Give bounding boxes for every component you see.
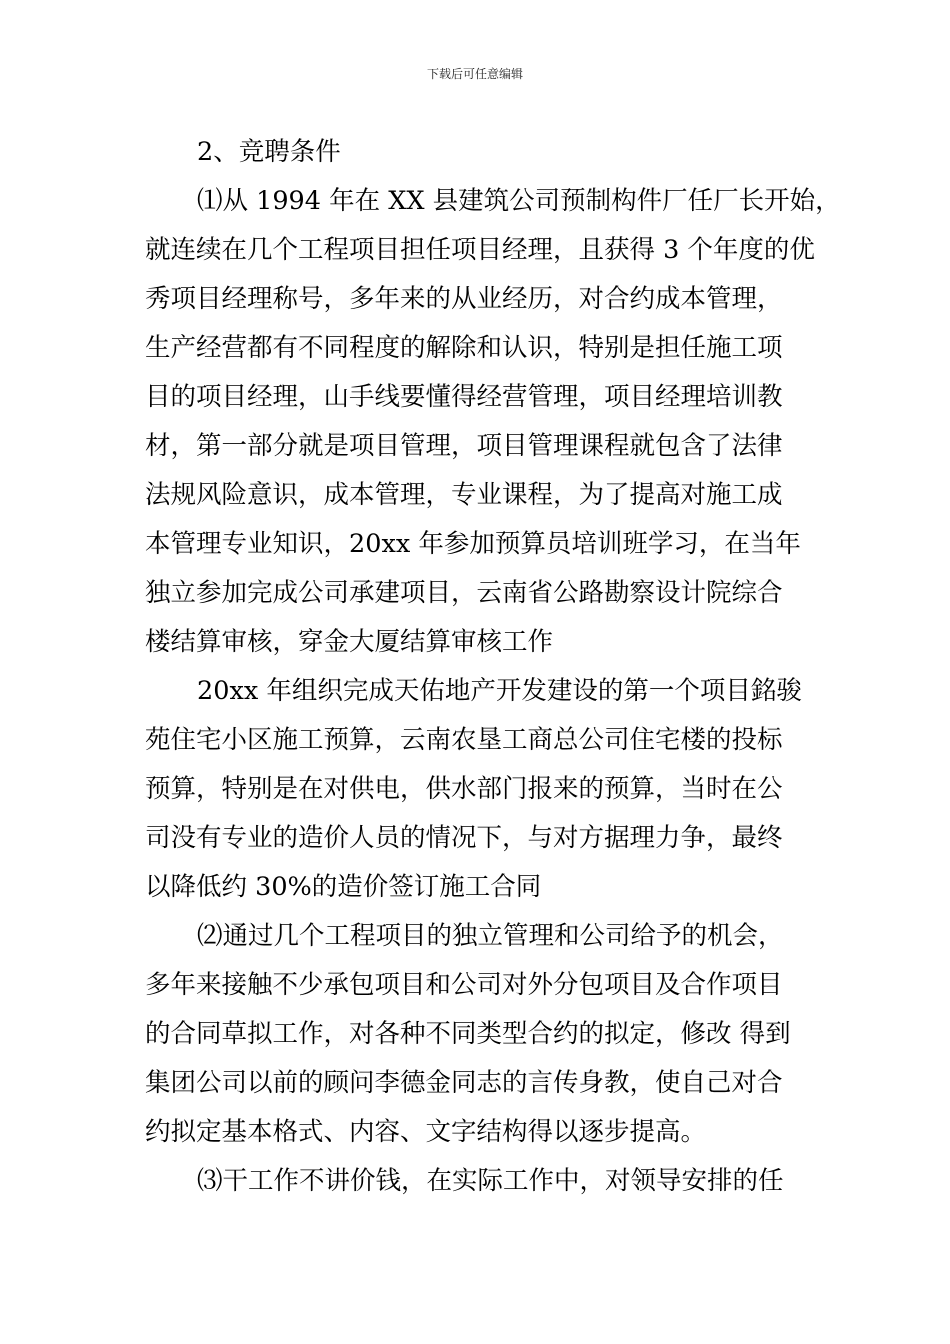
- page-header: 下载后可任意编辑: [426, 67, 523, 81]
- paragraph-line: 以降低约 30%的造价签订施工合同: [145, 872, 542, 902]
- paragraph-line: 独立参加完成公司承建项目，云南省公路勘察设计院综合: [145, 578, 783, 608]
- paragraph-line: 20xx 年组织完成天佑地产开发建设的第一个项目銘骏: [197, 676, 802, 706]
- paragraph-line: ⑶干工作不讲价钱，在实际工作中，对领导安排的任: [197, 1166, 784, 1196]
- paragraph-line: 材，第一部分就是项目管理，项目管理课程就包含了法律: [145, 431, 783, 461]
- paragraph-line: 法规风险意识，成本管理，专业课程，为了提高对施工成: [145, 480, 783, 510]
- paragraph-line: 的合同草拟工作，对各种不同类型合约的拟定，修改 得到: [145, 1019, 791, 1049]
- paragraph-line: 楼结算审核，穿金大厦结算审核工作: [145, 627, 554, 657]
- paragraph-line: 本管理专业知识，20xx 年参加预算员培训班学习，在当年: [145, 529, 801, 559]
- section-heading: 2、竞聘条件: [197, 137, 341, 167]
- paragraph-line: ⑴从 1994 年在 XX 县建筑公司预制构件厂任厂长开始，: [197, 186, 841, 216]
- paragraph-line: 目的项目经理，山手线要懂得经营管理，项目经理培训教: [145, 382, 783, 412]
- document-body: [145, 128, 841, 1206]
- paragraph-line: 就连续在几个工程项目担任项目经理，且获得 3 个年度的优: [145, 235, 815, 265]
- paragraph-line: 司没有专业的造价人员的情况下，与对方据理力争，最终: [145, 823, 783, 853]
- paragraph-line: 生产经营都有不同程度的解除和认识，特别是担任施工项: [145, 333, 783, 363]
- paragraph-line: 预算，特别是在对供电，供水部门报来的预算，当时在公: [145, 774, 783, 804]
- paragraph-line: ⑵通过几个工程项目的独立管理和公司给予的机会，: [197, 921, 784, 951]
- paragraph-line: 苑住宅小区施工预算，云南农垦工商总公司住宅楼的投标: [145, 725, 783, 755]
- paragraph-line: 集团公司以前的顾问李德金同志的言传身教，使自己对合: [145, 1068, 783, 1098]
- paragraph-line: 多年来接触不少承包项目和公司对外分包项目及合作项目: [145, 970, 783, 1000]
- paragraph-line: 秀项目经理称号，多年来的从业经历，对合约成本管理，: [145, 284, 783, 314]
- paragraph-line: 约拟定基本格式、内容、文字结构得以逐步提高。: [145, 1117, 707, 1147]
